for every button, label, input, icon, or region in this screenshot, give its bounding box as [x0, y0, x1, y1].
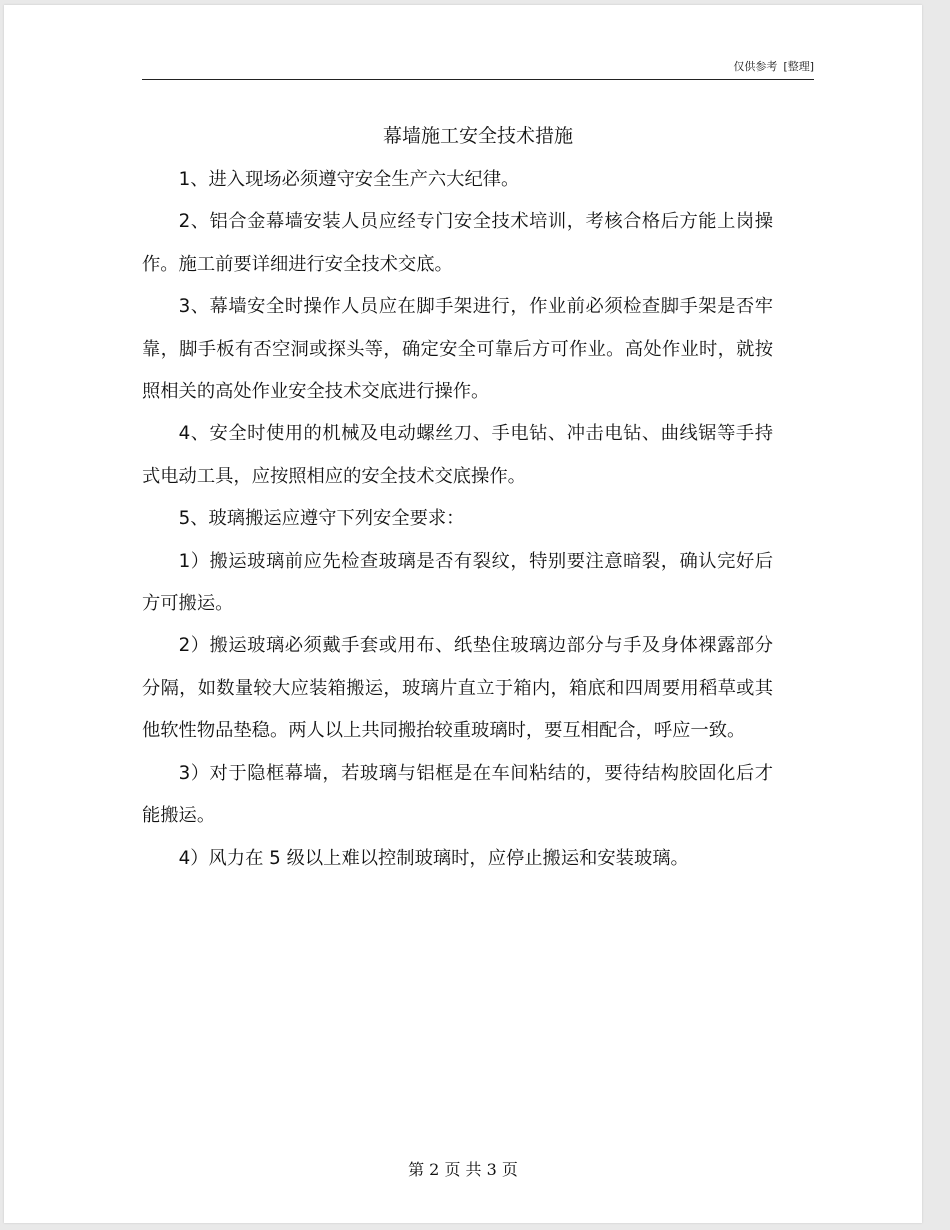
header-tag: [整理] [783, 60, 814, 73]
paragraph: 4、安全时使用的机械及电动螺丝刀、手电钻、冲击电钻、曲线锯等手持式电动工具，应按照相应的安全技术交底操作。 [142, 423, 773, 487]
paragraph: 5、玻璃搬运应遵守下列安全要求： [178, 508, 465, 530]
page-header [142, 57, 814, 80]
paragraph: 2）搬运玻璃必须戴手套或用布、纸垫住玻璃边部分与手及身体裸露部分分隔，如数量较大应装箱搬运，玻璃片直立于箱内，箱底和四周要用稻草或其他软性物品垫稳。两人以上共同搬抬较重玻璃时，要互相配合，呼应一致。 [142, 635, 773, 742]
document-body [142, 159, 773, 880]
header-note: 仅供参考 [733, 60, 778, 73]
paragraph: 3）对于隐框幕墙，若玻璃与铝框是在车间粘结的，要待结构胶固化后才能搬运。 [142, 762, 773, 827]
document-page [4, 5, 922, 1223]
paragraph: 2、铝合金幕墙安装人员应经专门安全技术培训，考核合格后方能上岗操作。施工前要详细进行安全技术交底。 [142, 211, 773, 275]
paragraph: 1）搬运玻璃前应先检查玻璃是否有裂纹，特别要注意暗裂，确认完好后方可搬运。 [142, 550, 773, 615]
paragraph: 3、幕墙安全时操作人员应在脚手架进行，作业前必须检查脚手架是否牢靠，脚手板有否空洞或探头等，确定安全可靠后方可作业。高处作业时，就按照相关的高处作业安全技术交底进行操作。 [142, 296, 773, 403]
paragraph: 4）风力在 5 级以上难以控制玻璃时，应停止搬运和安装玻璃。 [178, 847, 689, 869]
page-footer: 第 2 页 共 3 页 [408, 1160, 518, 1179]
paragraph: 1、进入现场必须遵守安全生产六大纪律。 [178, 169, 520, 190]
document-title: 幕墙施工安全技术措施 [382, 125, 573, 147]
